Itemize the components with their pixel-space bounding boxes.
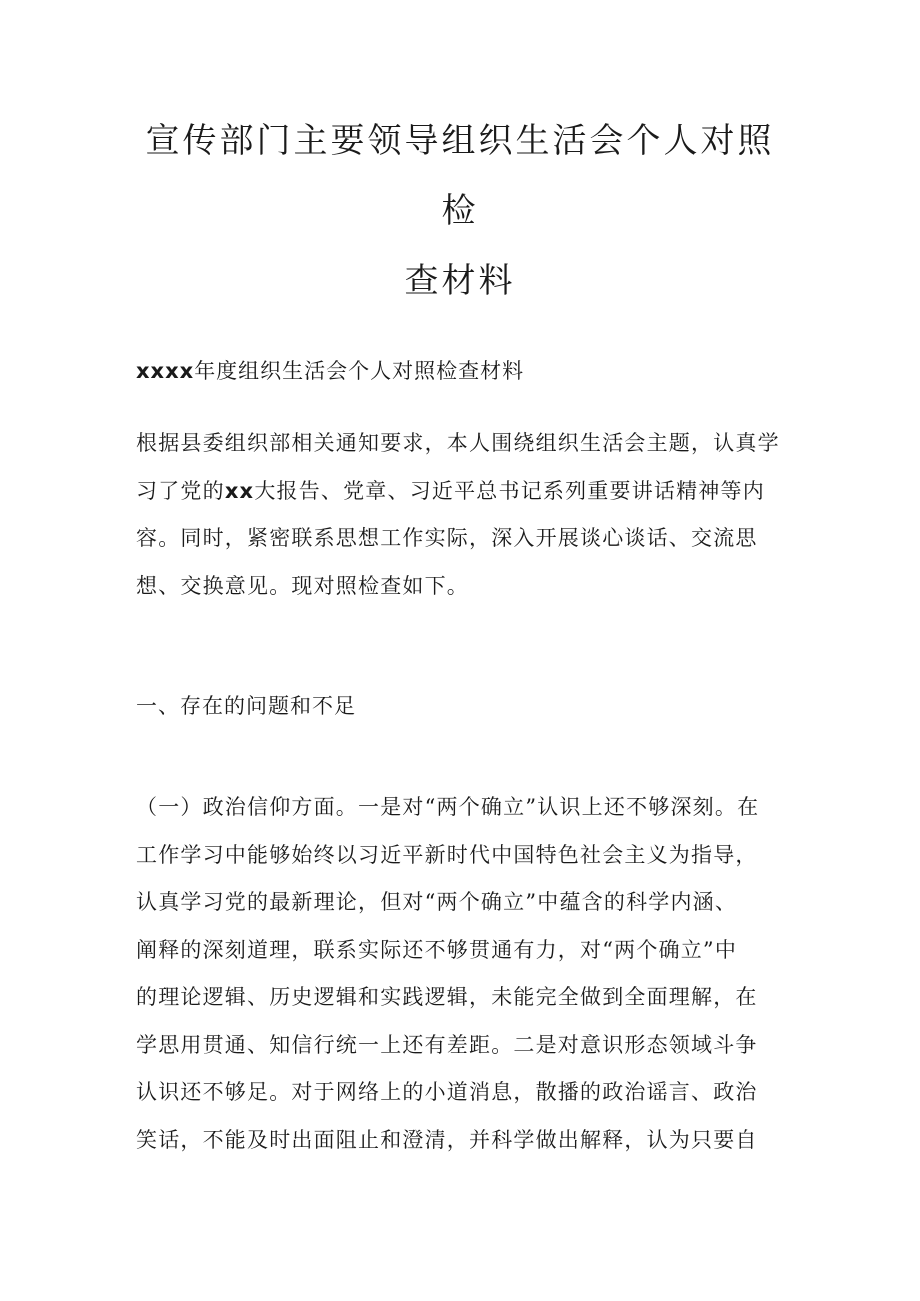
section-1-line-5: 的理论逻辑、历史逻辑和实践逻辑，未能完全做到全面理解，在 [136,985,758,1009]
section-1-line-1: （一）政治信仰方面。一是对“两个确立”认识上还不够深刻。在 [136,795,760,819]
intro-paragraph [136,420,788,610]
intro-line-1: 根据县委组织部相关通知要求，本人围绕组织生活会主题，认真学 [136,431,780,455]
section-1-line-4: 阐释的深刻道理，联系实际还不够贯通有力，对“两个确立”中 [136,937,738,962]
document-subtitle [136,355,524,385]
intro-line-2-a: 习了党的 [136,478,225,503]
section-1-line-6: 学思用贯通、知信行统一上还有差距。二是对意识形态领域斗争 [136,1032,758,1057]
intro-line-4: 想、交换意见。现对照检查如下。 [136,573,469,598]
intro-line-2-placeholder: xx [224,478,255,503]
intro-line-2 [136,468,788,516]
document-title [130,106,790,316]
subtitle-year-placeholder: xxxx [136,359,195,383]
section-1-line-2: 工作学习中能够始终以习近平新时代中国特色社会主义为指导， [136,842,758,867]
title-line-2: 查材料 [404,261,516,301]
section-heading-1: 一、存在的问题和不足 [136,694,356,718]
section-1-line-8: 笑话，不能及时出面阻止和澄清，并科学做出解释，认为只要自 [136,1127,758,1152]
subtitle-text: 年度组织生活会个人对照检查材料 [194,359,525,383]
section-1-line-3: 认真学习党的最新理论，但对“两个确立”中蕴含的科学内涵、 [136,890,738,914]
intro-line-3: 容。同时，紧密联系思想工作实际，深入开展谈心谈话、交流思 [136,526,758,550]
intro-line-2-c: 大报告、党章、习近平总书记系列重要讲话精神等内 [254,478,765,503]
title-line-1: 宣传部门主要领导组织生活会个人对照检 [145,121,775,231]
section-1-line-7: 认识还不够足。对于网络上的小道消息，散播的政治谣言、政治 [136,1080,758,1104]
section-1-paragraph [136,784,788,1164]
